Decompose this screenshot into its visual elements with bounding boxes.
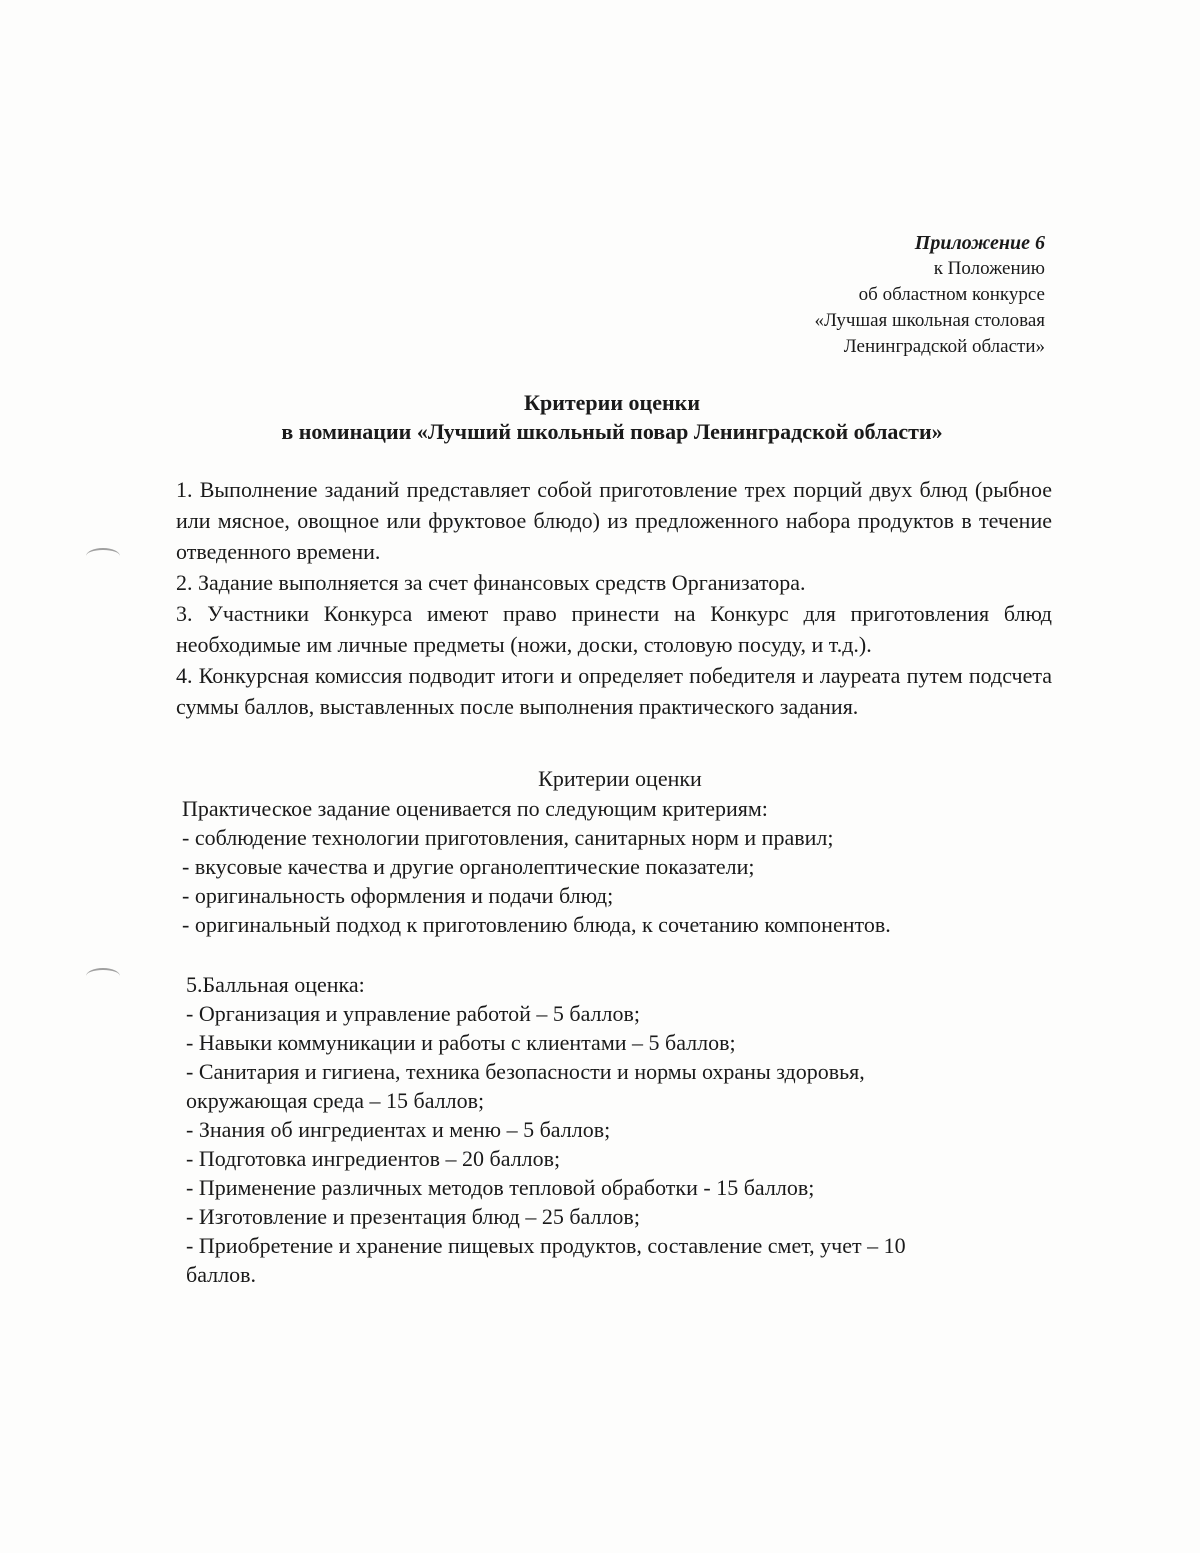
scan-artifact-mark — [86, 968, 120, 984]
criteria-item: - вкусовые качества и другие органолептические показатели; — [182, 854, 755, 879]
document-title-line: в номинации «Лучший школьный повар Ленинградской области» — [281, 419, 943, 444]
appendix-header — [814, 230, 1045, 360]
scoring-line: - Санитария и гигиена, техника безопасности и нормы охраны здоровья, — [186, 1059, 865, 1084]
condition-item: 1. Выполнение заданий представляет собой приготовление трех порций двух блюд (рыбное или мясное, овощное или фруктовое блюдо) из предложенного набора продуктов в течение отведенного времени. — [176, 477, 1052, 564]
appendix-line: Ленинградской области» — [843, 336, 1045, 357]
document-title-line: Критерии оценки — [524, 390, 700, 415]
criteria-list — [182, 794, 1062, 939]
criteria-heading: Критерии оценки — [538, 766, 702, 791]
scoring-line: - Применение различных методов тепловой обработки - 15 баллов; — [186, 1175, 815, 1200]
scoring-line: - Организация и управление работой – 5 баллов; — [186, 1001, 641, 1026]
appendix-line: к Положению — [933, 258, 1045, 279]
appendix-title: Приложение 6 — [914, 232, 1045, 254]
criteria-intro: Практическое задание оценивается по следующим критериям: — [182, 796, 768, 821]
scoring-line: - Знания об ингредиентах и меню – 5 баллов; — [186, 1117, 611, 1142]
condition-item: 2. Задание выполняется за счет финансовых средств Организатора. — [176, 570, 806, 595]
document-title — [0, 388, 1200, 446]
scoring-line: баллов. — [186, 1262, 256, 1287]
condition-item: 3. Участники Конкурса имеют право принести на Конкурс для приготовления блюд необходимые им личные предметы (ножи, доски, столовую посуду, и т.д.). — [176, 601, 1052, 657]
scoring-line: окружающая среда – 15 баллов; — [186, 1088, 485, 1113]
appendix-line: об областном конкурсе — [858, 284, 1045, 305]
criteria-item: - соблюдение технологии приготовления, санитарных норм и правил; — [182, 825, 834, 850]
scoring-line: - Навыки коммуникации и работы с клиентами – 5 баллов; — [186, 1030, 736, 1055]
criteria-item: - оригинальный подход к приготовлению блюда, к сочетанию компонентов. — [182, 912, 891, 937]
appendix-line: «Лучшая школьная столовая — [814, 310, 1045, 331]
scoring-line: - Подготовка ингредиентов – 20 баллов; — [186, 1146, 561, 1171]
conditions-list — [176, 474, 1052, 722]
scan-artifact-mark — [86, 548, 120, 564]
scoring-line: - Приобретение и хранение пищевых продуктов, составление смет, учет – 10 — [186, 1233, 906, 1258]
criteria-item: - оригинальность оформления и подачи блюд; — [182, 883, 614, 908]
scoring-heading: 5.Балльная оценка: — [186, 972, 365, 997]
condition-item: 4. Конкурсная комиссия подводит итоги и определяет победителя и лауреата путем подсчета суммы баллов, выставленных после выполнения практического задания. — [176, 663, 1052, 719]
scoring-line: - Изготовление и презентация блюд – 25 баллов; — [186, 1204, 640, 1229]
scoring-list — [186, 970, 1046, 1289]
